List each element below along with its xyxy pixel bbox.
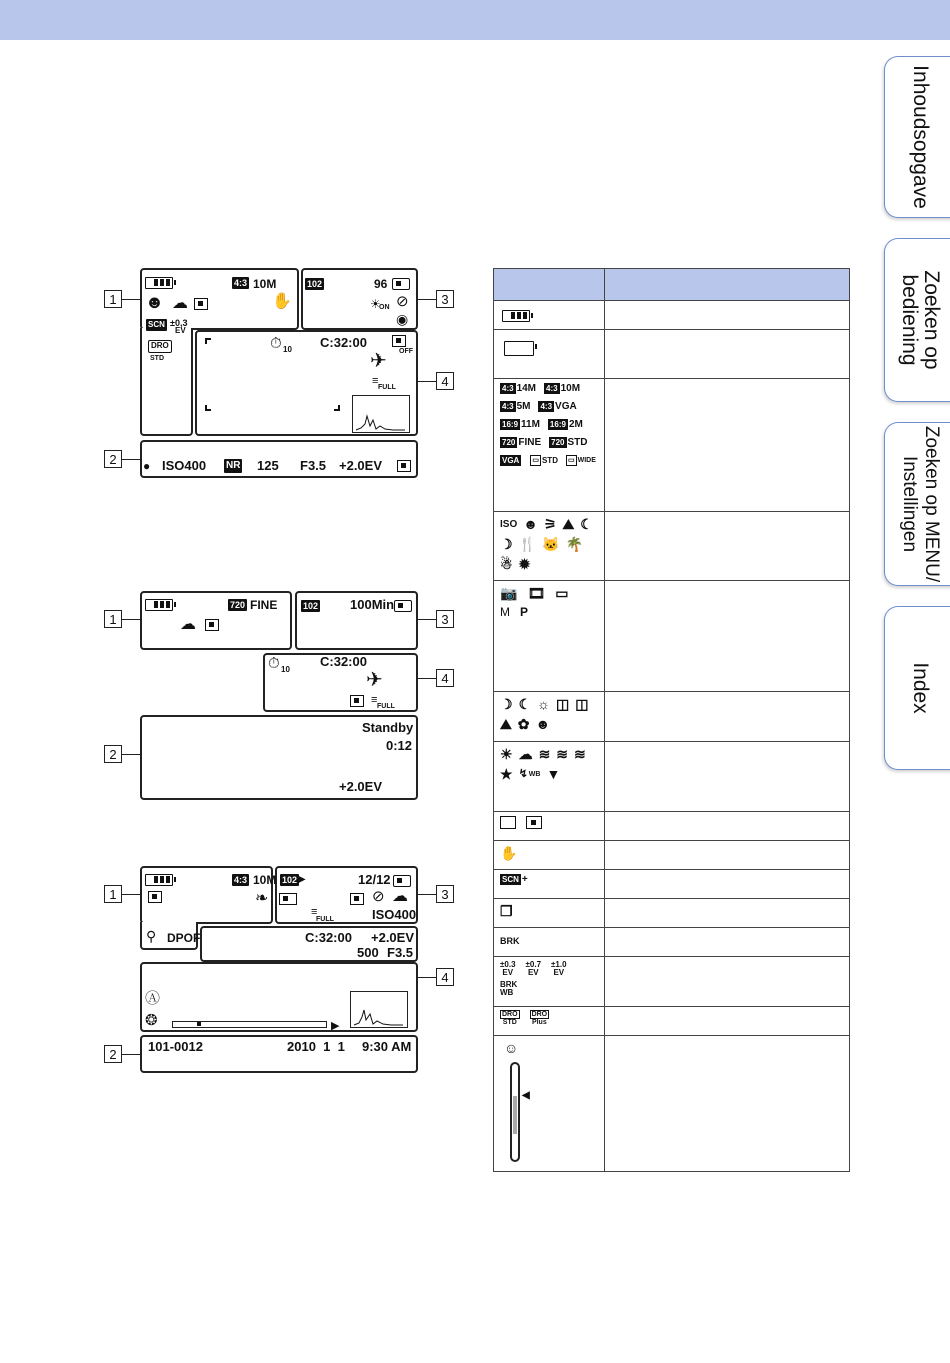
sweep-panorama-icon: ▭ xyxy=(555,585,569,601)
row-icon-cell xyxy=(494,692,605,742)
dro-plus-icon xyxy=(530,1011,550,1027)
quality-badge: 720 xyxy=(230,600,246,610)
twilight-portrait-icon: ☾ xyxy=(580,516,593,532)
af-mode-icon xyxy=(350,695,364,707)
self-timer-icon: ⏱ xyxy=(270,335,282,352)
ev-step-07 xyxy=(526,961,542,977)
row-desc-cell xyxy=(605,957,850,1007)
leader-line xyxy=(122,459,140,460)
multi-metering-icon xyxy=(205,619,219,631)
flash-wb-icon xyxy=(519,766,541,782)
playback-folder-icon xyxy=(279,893,297,905)
program-mode-icon: P xyxy=(520,605,529,619)
portrait-icon: ☻ xyxy=(145,292,164,312)
landscape-icon: ⛰ xyxy=(562,516,575,532)
ev-unit: EV xyxy=(175,326,186,335)
size-value: STD xyxy=(541,456,558,465)
iscn-icon: SCN + xyxy=(502,874,528,885)
compass-icon: Ⓐ xyxy=(145,990,161,1007)
memory-card-icon xyxy=(393,875,411,887)
brk-wb-icon xyxy=(500,981,598,997)
battery-icon xyxy=(502,310,530,322)
flash-bolt-icon: ↯ xyxy=(518,768,528,780)
pano-std xyxy=(530,455,558,466)
fluorescent-2-icon: ≋ xyxy=(556,746,569,762)
movie-vga xyxy=(500,455,522,466)
spot-dot xyxy=(531,820,536,825)
portrait-icon: ☻ xyxy=(523,516,538,532)
battery-low-icon xyxy=(504,341,534,356)
folder-icon: 102 xyxy=(307,279,323,289)
size-value: VGA xyxy=(555,401,577,412)
table-row xyxy=(494,330,850,379)
battery-icon xyxy=(145,277,173,289)
folder-arrow-icon: ▶ xyxy=(298,874,306,885)
row-icon-cell xyxy=(494,742,605,812)
spot-metering-icon xyxy=(350,893,364,905)
dro-std-label: STD xyxy=(502,1019,517,1026)
size-badge: 16:9 xyxy=(549,420,566,429)
landscape-icon: ⛰ xyxy=(500,716,512,732)
shutter-speed: 125 xyxy=(257,458,279,473)
row-icon-cell xyxy=(494,812,605,841)
elapsed-time: 0:12 xyxy=(386,738,413,753)
dro-std-icon xyxy=(500,1011,520,1027)
dro-std: STD xyxy=(150,355,164,362)
histogram-graph xyxy=(351,992,406,1026)
bracket-icon: BRK xyxy=(500,936,520,946)
leader-line xyxy=(122,619,140,620)
exposure-value: +2.0EV xyxy=(339,458,383,473)
callout-1: 1 xyxy=(104,290,122,308)
multi-metering-icon xyxy=(500,816,516,829)
size-badge: 16:9 xyxy=(502,420,519,429)
callout-3: 3 xyxy=(436,290,454,308)
table-row xyxy=(494,841,850,870)
row-desc-cell xyxy=(605,301,850,330)
aspect-badge: 4:3 xyxy=(234,278,248,288)
row-icon-cell xyxy=(494,870,605,899)
backlight-portrait-icon: ◫ xyxy=(555,696,570,712)
remaining-time: 100Min xyxy=(350,597,395,612)
size-vga xyxy=(538,401,576,412)
table-row xyxy=(494,692,850,742)
image-quality-icon: ≡ xyxy=(311,906,318,918)
exposure-value: +2.0EV xyxy=(339,779,383,794)
burst-icon: ❐ xyxy=(500,903,513,919)
row-desc-cell xyxy=(605,512,850,581)
size-value: WIDE xyxy=(577,457,596,464)
size-badge: 4:3 xyxy=(502,402,514,411)
sports-icon: ⚞ xyxy=(543,516,557,532)
size-value: 5M xyxy=(516,401,531,412)
iso-auto-icon: ISO xyxy=(500,518,518,530)
leader-line xyxy=(418,894,436,895)
recording-time: C:32:00 xyxy=(305,930,352,945)
iscn-badge: SCN xyxy=(502,875,519,884)
ev-step: ±0,3 xyxy=(170,318,188,328)
smile-shutter-icon: ☺ xyxy=(504,1040,519,1056)
size-badge: 720 xyxy=(502,438,516,447)
leader-line xyxy=(418,299,436,300)
table-row xyxy=(494,1007,850,1036)
playback-bar xyxy=(172,1021,327,1028)
af-frame-corner xyxy=(205,405,211,411)
battery-icon xyxy=(145,874,173,886)
leader-line xyxy=(122,894,140,895)
table-row xyxy=(494,957,850,1007)
flash-on-label: ON xyxy=(379,304,390,311)
tripod-icon: ◫ xyxy=(575,696,589,712)
ev-step-10 xyxy=(551,961,567,977)
wheel-icon: ❂ xyxy=(145,1012,158,1029)
callout-2: 2 xyxy=(104,745,122,763)
row-desc-cell xyxy=(605,928,850,957)
row-desc-cell xyxy=(605,899,850,928)
table-row xyxy=(494,512,850,581)
size-10m xyxy=(544,383,580,394)
cloudy-icon: ☁ xyxy=(392,888,408,905)
table-row xyxy=(494,899,850,928)
twilight-icon: ☽ xyxy=(500,536,513,552)
callout-4: 4 xyxy=(436,968,454,986)
size-value: 2M xyxy=(568,419,583,430)
exposure-value: +2.0EV xyxy=(371,930,415,945)
cloudy-icon: ☁ xyxy=(172,295,188,312)
print-order-icon: ❧ xyxy=(255,890,269,907)
image-size: 10M xyxy=(253,873,277,887)
size-11m xyxy=(500,419,540,430)
brk-label: BRK xyxy=(500,980,518,989)
playback-position xyxy=(197,1022,201,1026)
ev-unit: EV xyxy=(527,968,539,977)
pano-wide xyxy=(566,455,596,466)
callout-3: 3 xyxy=(436,885,454,903)
dpof-label: DPOF xyxy=(167,931,201,945)
recording-status: Standby xyxy=(362,720,414,735)
beach-icon: 🌴 xyxy=(565,536,583,552)
callout-1: 1 xyxy=(104,885,122,903)
steadyshot-warning-icon: ✋ xyxy=(500,845,518,861)
callout-1: 1 xyxy=(104,610,122,628)
playback-mode-icon xyxy=(148,891,162,903)
table-row xyxy=(494,928,850,957)
callout-4: 4 xyxy=(436,669,454,687)
scene-icon: ✈ xyxy=(366,669,383,691)
row-icon-cell xyxy=(494,379,605,512)
histogram xyxy=(352,395,410,433)
red-eye-icon: ◉ xyxy=(396,311,409,327)
row-desc-cell xyxy=(605,841,850,870)
histogram xyxy=(350,991,408,1028)
tab-label xyxy=(898,424,942,584)
slider-pointer-icon: ◀ xyxy=(522,1090,530,1101)
movie-mode-icon: 🎞 xyxy=(527,585,546,601)
table-row xyxy=(494,1036,850,1172)
leader-line xyxy=(418,678,436,679)
table-row xyxy=(494,870,850,899)
header-cell xyxy=(605,269,850,301)
table-row xyxy=(494,301,850,330)
fireworks-icon: ✹ xyxy=(518,556,531,572)
wb-label: WB xyxy=(528,770,541,778)
af-frame-corner xyxy=(205,338,211,344)
size-value: STD xyxy=(567,437,588,448)
size-badge: VGA xyxy=(502,456,520,465)
wb-label: WB xyxy=(500,988,514,997)
ev-unit: EV xyxy=(502,968,514,977)
tab-label: Inhoudsopgave xyxy=(908,65,932,209)
leader-line xyxy=(418,381,436,382)
ev-step-03 xyxy=(500,961,516,977)
dro-plus-label: Plus xyxy=(531,1019,547,1026)
remaining-count: 96 xyxy=(374,277,388,291)
size-5m xyxy=(500,401,530,412)
image-counter: 12/12 xyxy=(358,872,391,887)
shake-warning-icon xyxy=(397,460,411,472)
row-desc-cell xyxy=(605,692,850,742)
one-push-icon: ▼ xyxy=(546,766,561,782)
ev-unit: EV xyxy=(553,968,565,977)
size-value: FINE xyxy=(518,437,542,448)
movie-std xyxy=(549,437,587,448)
smile-sensitivity-slider xyxy=(510,1062,520,1162)
image-quality-icon: ≡ xyxy=(371,694,378,706)
daylight-icon: ☀ xyxy=(500,746,513,762)
row-desc-cell xyxy=(605,581,850,692)
size-badge: 4:3 xyxy=(540,402,553,411)
full-label: FULL xyxy=(316,916,334,923)
table-header xyxy=(494,269,850,301)
size-value: 11M xyxy=(521,419,540,430)
tab-label xyxy=(898,245,942,395)
manual-mode-icon: M xyxy=(500,605,510,619)
row-icon-cell xyxy=(494,512,605,581)
fluorescent-3-icon: ≋ xyxy=(574,746,586,762)
backlight-icon: ☼ xyxy=(537,696,550,712)
iscn-icon: SCN xyxy=(148,320,165,329)
protect-key-icon: ⚲ xyxy=(146,928,157,944)
iso-value: ISO400 xyxy=(372,907,417,922)
iso-value: ISO400 xyxy=(162,458,207,473)
record-date: 2010 1 1 xyxy=(287,1039,345,1054)
ev-value: ±1.0 xyxy=(551,960,567,969)
row-icon-cell xyxy=(494,330,605,379)
dro-badge: DRO xyxy=(531,1011,548,1018)
night-portrait-icon: ☾ xyxy=(518,696,532,712)
indicator-table xyxy=(493,268,850,1172)
scene-icon: ✈ xyxy=(370,350,387,372)
shutter-speed: 500 xyxy=(357,945,379,960)
size-badge: 4:3 xyxy=(502,384,514,393)
aspect-badge: 4:3 xyxy=(234,875,248,885)
record-time: 9:30 AM xyxy=(362,1039,412,1054)
row-desc-cell xyxy=(605,1036,850,1172)
row-icon-cell xyxy=(494,957,605,1007)
callout-2: 2 xyxy=(104,1045,122,1063)
size-badge: 720 xyxy=(551,438,565,447)
header-cell xyxy=(494,269,605,301)
row-icon-cell xyxy=(494,301,605,330)
table-row xyxy=(494,581,850,692)
recording-dot-icon: ● xyxy=(143,459,151,473)
row-desc-cell xyxy=(605,330,850,379)
leader-line xyxy=(122,1054,140,1055)
spot-metering-icon xyxy=(194,298,208,310)
leader-line xyxy=(122,299,140,300)
dro-icon: DRO xyxy=(148,340,172,353)
memory-card-icon xyxy=(394,600,412,612)
row-desc-cell xyxy=(605,1007,850,1036)
file-number: 101-0012 xyxy=(148,1039,203,1054)
row-desc-cell xyxy=(605,870,850,899)
tab-zoeken-op-menu[interactable] xyxy=(884,422,950,586)
size-badge: ▭ xyxy=(567,457,575,464)
fluorescent-1-icon: ≋ xyxy=(538,746,551,762)
night-scene-icon: ☽ xyxy=(500,696,513,712)
leader-line xyxy=(122,754,140,755)
row-desc-cell xyxy=(605,812,850,841)
header-bar xyxy=(0,0,950,40)
leader-line xyxy=(418,977,436,978)
callout-2: 2 xyxy=(104,450,122,468)
row-desc-cell xyxy=(605,379,850,512)
slider-fill xyxy=(513,1096,517,1134)
af-illuminator-icon: ☀ xyxy=(370,297,381,311)
folder-icon: 102 xyxy=(282,875,298,885)
self-timer-icon: ⏱ xyxy=(268,655,280,672)
memory-card-icon xyxy=(392,278,410,290)
tab-label-text: Zoeken op bediening xyxy=(897,270,943,370)
leader-line xyxy=(418,619,436,620)
table-row xyxy=(494,379,850,512)
flash-off-icon: ⊘ xyxy=(396,293,409,310)
quality-value: FINE xyxy=(250,598,278,612)
size-badge: ▭ xyxy=(532,457,539,464)
full-label: FULL xyxy=(377,703,395,710)
row-icon-cell xyxy=(494,1007,605,1036)
aperture-value: F3.5 xyxy=(387,945,414,960)
row-icon-cell xyxy=(494,899,605,928)
af-frame-corner xyxy=(334,405,340,411)
movie-fine xyxy=(500,437,541,448)
callout-4: 4 xyxy=(436,372,454,390)
nr-icon: NR xyxy=(226,460,241,471)
cloudy-icon: ☁ xyxy=(180,616,196,633)
image-quality-icon: ≡ xyxy=(372,375,379,387)
flash-off-icon: ⊘ xyxy=(372,888,385,905)
tab-label-text: Zoeken op MENU/ Instellingen xyxy=(898,425,942,583)
portrait-icon: ☻ xyxy=(535,716,551,732)
row-desc-cell xyxy=(605,742,850,812)
table-row xyxy=(494,742,850,812)
image-size: 10M xyxy=(253,277,277,291)
play-icon: ▶ xyxy=(331,1020,340,1032)
cloudy-icon: ☁ xyxy=(518,746,533,762)
tab-index[interactable] xyxy=(884,606,950,770)
steadyshot-icon: ✋ xyxy=(272,293,292,310)
row-icon-cell xyxy=(494,581,605,692)
snow-icon: ☃ xyxy=(500,556,513,572)
recording-time: C:32:00 xyxy=(320,654,367,669)
callout-3: 3 xyxy=(436,610,454,628)
full-label: FULL xyxy=(378,384,396,391)
intelligent-auto-icon: 📷 xyxy=(500,585,518,601)
row-icon-cell xyxy=(494,841,605,870)
table-row xyxy=(494,812,850,841)
face-detection-off: OFF xyxy=(399,348,413,355)
folder-icon: 102 xyxy=(303,601,319,611)
tab-inhoudsopgave[interactable] xyxy=(884,56,950,218)
histogram-graph xyxy=(353,396,408,431)
size-value: 14M xyxy=(516,383,537,394)
size-value: 10M xyxy=(560,383,581,394)
size-badge: 4:3 xyxy=(546,384,558,393)
self-timer-value: 10 xyxy=(283,345,292,354)
macro-icon: ✿ xyxy=(517,716,530,732)
size-2m xyxy=(548,419,583,430)
battery-icon xyxy=(145,599,173,611)
pet-icon: 🐱 xyxy=(542,536,560,552)
recording-time: C:32:00 xyxy=(320,335,367,350)
row-icon-cell xyxy=(494,1036,605,1172)
tab-zoeken-op-bediening[interactable] xyxy=(884,238,950,402)
ev-value: ±0.3 xyxy=(500,960,516,969)
incandescent-icon: ★ xyxy=(500,766,513,782)
aperture-value: F3.5 xyxy=(300,458,327,473)
ev-value: ±0.7 xyxy=(525,960,542,969)
gourmet-icon: 🍴 xyxy=(518,536,536,552)
row-icon-cell xyxy=(494,928,605,957)
size-14m xyxy=(500,383,536,394)
dro-badge: DRO xyxy=(502,1011,518,1018)
self-timer-value: 10 xyxy=(281,665,290,674)
spot-metering-icon xyxy=(526,816,542,829)
tab-label: Index xyxy=(908,662,932,714)
